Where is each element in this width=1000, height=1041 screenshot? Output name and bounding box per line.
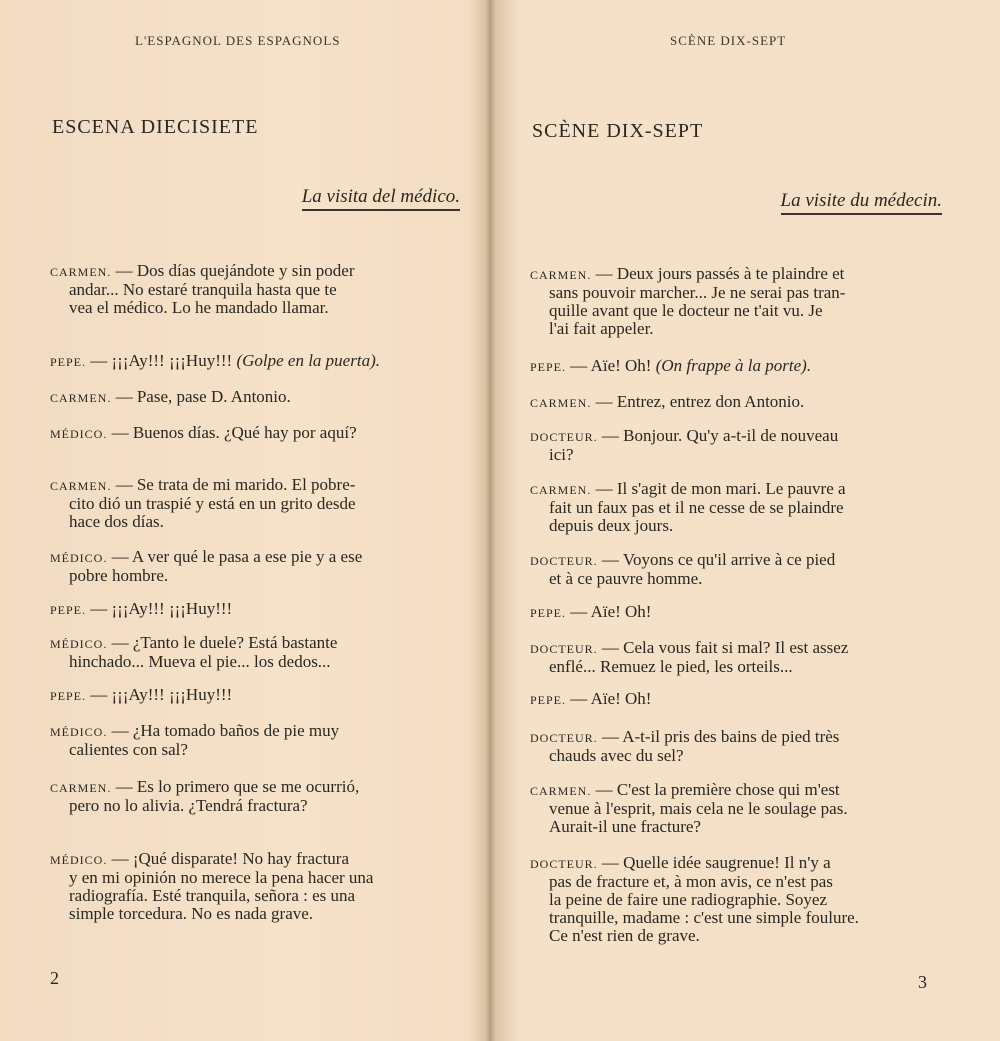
speech-continuation: hace dos días. — [69, 512, 164, 531]
speech-text: — Quelle idée saugrenue! Il n'y a — [601, 853, 831, 872]
speaker-name: DOCTEUR. — [530, 554, 598, 568]
speech-continuation: calientes con sal? — [69, 740, 188, 759]
speech-text: — Voyons ce qu'il arrive à ce pied — [601, 550, 836, 569]
speech-text: — Entrez, entrez don Antonio. — [595, 392, 805, 411]
speech-text: — ¡Qué disparate! No hay fractura — [111, 849, 350, 868]
right-page — [492, 0, 1000, 1041]
dialogue-line — [530, 781, 938, 836]
speaker-name: CARMEN. — [50, 781, 112, 795]
speaker-name: PEPE. — [530, 360, 567, 374]
dialogue-line — [50, 352, 462, 371]
dialogue-line — [50, 424, 462, 443]
speech-text: — Bonjour. Qu'y a-t-il de nouveau — [601, 426, 839, 445]
speaker-name: MÉDICO. — [50, 427, 108, 441]
speech-continuation: Aurait-il une fracture? — [549, 817, 701, 836]
page-number: 2 — [50, 968, 59, 988]
speaker-name: PEPE. — [50, 355, 87, 369]
speaker-name: CARMEN. — [50, 479, 112, 493]
speech-continuation: hinchado... Mueva el pie... los dedos... — [69, 652, 331, 671]
dialogue-line — [50, 686, 462, 705]
dialogue-line — [530, 357, 938, 376]
speech-continuation: pero no lo alivia. ¿Tendrá fractura? — [69, 796, 308, 815]
left-page — [0, 0, 488, 1041]
dialogue-line — [530, 854, 938, 945]
speech-text: — Pase, pase D. Antonio. — [115, 387, 291, 406]
speaker-name: MÉDICO. — [50, 637, 108, 651]
speech-text: — ¡¡¡Ay!!! ¡¡¡Huy!!! — [90, 351, 233, 370]
speech-text: — ¿Ha tomado baños de pie muy — [111, 721, 340, 740]
dialogue-line — [530, 551, 938, 588]
speech-continuation: depuis deux jours. — [549, 516, 674, 535]
running-head: SCÈNE DIX-SEPT — [670, 33, 787, 48]
speech-continuation: enflé... Remuez le pied, les orteils... — [549, 657, 793, 676]
dialogue-line — [50, 850, 462, 923]
speaker-name: PEPE. — [50, 689, 87, 703]
speaker-name: CARMEN. — [530, 784, 592, 798]
speech-text: — ¿Tanto le duele? Está bastante — [111, 633, 338, 652]
dialogue-line — [530, 639, 938, 676]
dialogue-line — [530, 427, 938, 464]
dialogue-line — [530, 265, 938, 338]
scene-subtitle: La visita del médico. — [302, 186, 460, 211]
speech-text: — ¡¡¡Ay!!! ¡¡¡Huy!!! — [90, 599, 233, 618]
dialogue-line — [50, 600, 462, 619]
page-number: 3 — [918, 972, 927, 992]
speaker-name: DOCTEUR. — [530, 642, 598, 656]
speech-continuation: fait un faux pas et il ne cesse de se plaindre — [549, 498, 844, 517]
dialogue-line — [530, 728, 938, 765]
dialogue-line — [50, 722, 462, 759]
speech-continuation: venue à l'esprit, mais cela ne le soulage pas. — [549, 799, 848, 818]
speaker-name: DOCTEUR. — [530, 731, 598, 745]
speaker-name: PEPE. — [530, 693, 567, 707]
dialogue-line — [530, 690, 938, 709]
speech-continuation: ici? — [549, 445, 574, 464]
speech-text: — Aïe! Oh! — [570, 689, 652, 708]
speaker-name: DOCTEUR. — [530, 430, 598, 444]
speech-text: — Se trata de mi marido. El pobre- — [115, 475, 356, 494]
speech-continuation: cito dió un traspié y está en un grito desde — [69, 494, 356, 513]
scene-title: SCÈNE DIX-SEPT — [532, 120, 704, 142]
speech-text: — A-t-il pris des bains de pied très — [601, 727, 840, 746]
speaker-name: CARMEN. — [530, 483, 592, 497]
running-head: L'ESPAGNOL DES ESPAGNOLS — [135, 33, 341, 48]
speech-text: — C'est la première chose qui m'est — [595, 780, 840, 799]
speech-continuation: y en mi opinión no merece la pena hacer una — [69, 868, 374, 887]
dialogue-line — [50, 262, 462, 317]
speech-text: — Cela vous fait si mal? Il est assez — [601, 638, 849, 657]
speaker-name: MÉDICO. — [50, 725, 108, 739]
speaker-name: MÉDICO. — [50, 551, 108, 565]
stage-direction: (Golpe en la puerta). — [236, 351, 380, 370]
speech-continuation: et à ce pauvre homme. — [549, 569, 703, 588]
speech-text: — Aïe! Oh! — [570, 602, 652, 621]
speech-continuation: andar... No estaré tranquila hasta que te — [69, 280, 337, 299]
speech-continuation: quille avant que le docteur ne t'ait vu. Je — [549, 301, 823, 320]
speech-continuation: Ce n'est rien de grave. — [549, 926, 700, 945]
speaker-name: CARMEN. — [50, 391, 112, 405]
speech-continuation: pobre hombre. — [69, 566, 169, 585]
speech-text: — ¡¡¡Ay!!! ¡¡¡Huy!!! — [90, 685, 233, 704]
dialogue-line — [530, 480, 938, 535]
speaker-name: DOCTEUR. — [530, 857, 598, 871]
dialogue-line — [50, 388, 462, 407]
speech-continuation: tranquille, madame : c'est une simple foulure. — [549, 908, 859, 927]
speaker-name: PEPE. — [530, 606, 567, 620]
speech-text: — A ver qué le pasa a ese pie y a ese — [111, 547, 363, 566]
speech-text: — Es lo primero que se me ocurrió, — [115, 777, 360, 796]
speech-text: — Dos días quejándote y sin poder — [115, 261, 355, 280]
dialogue-line — [50, 476, 462, 531]
speaker-name: PEPE. — [50, 603, 87, 617]
speech-text: — Buenos días. ¿Qué hay por aquí? — [111, 423, 357, 442]
speech-continuation: sans pouvoir marcher... Je ne serai pas tran- — [549, 283, 846, 302]
speech-text: — Aïe! Oh! — [570, 356, 652, 375]
scene-subtitle: La visite du médecin. — [781, 190, 942, 215]
speech-continuation: vea el médico. Lo he mandado llamar. — [69, 298, 329, 317]
scene-title: ESCENA DIECISIETE — [52, 116, 259, 138]
dialogue-line — [530, 393, 938, 412]
speech-continuation: simple torcedura. No es nada grave. — [69, 904, 314, 923]
speaker-name: MÉDICO. — [50, 853, 108, 867]
speech-text: — Il s'agit de mon mari. Le pauvre a — [595, 479, 846, 498]
dialogue-line — [50, 548, 462, 585]
speech-text: — Deux jours passés à te plaindre et — [595, 264, 845, 283]
speaker-name: CARMEN. — [50, 265, 112, 279]
speaker-name: CARMEN. — [530, 396, 592, 410]
stage-direction: (On frappe à la porte). — [655, 356, 812, 375]
speaker-name: CARMEN. — [530, 268, 592, 282]
dialogue-line — [530, 603, 938, 622]
dialogue-line — [50, 634, 462, 671]
speech-continuation: pas de fracture et, à mon avis, ce n'est pas — [549, 872, 833, 891]
speech-continuation: radiografía. Esté tranquila, señora : es una — [69, 886, 356, 905]
dialogue-line — [50, 778, 462, 815]
speech-continuation: l'ai fait appeler. — [549, 319, 654, 338]
speech-continuation: chauds avec du sel? — [549, 746, 684, 765]
speech-continuation: la peine de faire une radiographie. Soyez — [549, 890, 828, 909]
